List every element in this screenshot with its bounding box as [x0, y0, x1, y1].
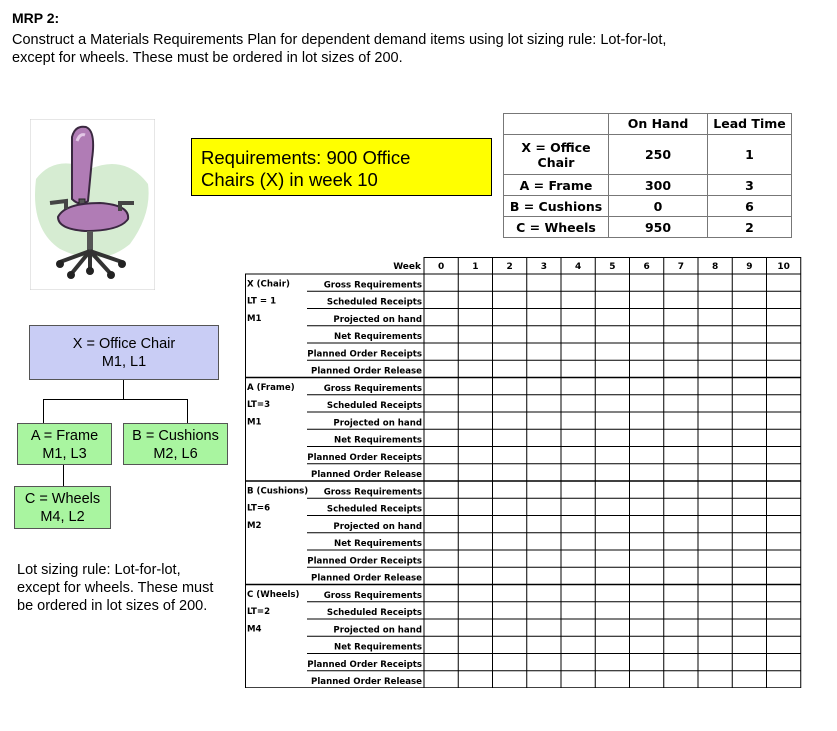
lot-rule-line-1: Lot sizing rule: Lot-for-lot,: [17, 562, 181, 578]
inventory-header-row: [504, 114, 792, 135]
tree-connector: [187, 399, 188, 423]
row-label: Scheduled Receipts: [326, 608, 422, 618]
tree-connector: [43, 399, 44, 423]
week-number: 9: [746, 262, 753, 272]
item-multiplier: M1: [247, 313, 262, 324]
row-label: Scheduled Receipts: [326, 297, 422, 308]
node-wheels-params: M4, L2: [40, 509, 85, 525]
row-label: Planned Order Release: [311, 366, 422, 377]
node-frame-params: M1, L3: [42, 446, 87, 462]
node-cushions-label: B = Cushions: [132, 428, 219, 444]
inventory-header-lead-time: Lead Time: [708, 114, 792, 135]
row-label: Net Requirements: [334, 435, 422, 446]
row-label: Scheduled Receipts: [326, 504, 422, 515]
instructions: [12, 31, 812, 67]
requirements-box: [191, 138, 492, 196]
row-label: Planned Order Release: [311, 677, 422, 687]
row-label: Projected on hand: [333, 625, 422, 636]
inventory-lead-time: 3: [708, 175, 792, 196]
inventory-item: B = Cushions: [504, 196, 609, 217]
inventory-header-blank: [504, 114, 609, 135]
inventory-row: [504, 217, 792, 238]
week-number: 3: [540, 262, 548, 272]
tree-connector: [123, 380, 124, 399]
item-multiplier: M1: [247, 417, 262, 428]
inventory-item: X = Office Chair: [504, 134, 609, 174]
inventory-row: [504, 175, 792, 196]
node-office-chair-label: X = Office Chair: [72, 336, 176, 352]
lot-rule-line-2: except for wheels. These must: [17, 580, 214, 596]
requirements-line-1: Requirements: 900 Office: [201, 147, 411, 168]
item-name: A (Frame): [247, 382, 295, 393]
node-office-chair-params: M1, L1: [101, 354, 147, 370]
inventory-on-hand: 0: [609, 196, 708, 217]
row-label: Gross Requirements: [323, 487, 422, 498]
requirements-line-2: Chairs (X) in week 10: [201, 169, 378, 190]
tree-connector: [63, 465, 64, 486]
inventory-table: [503, 113, 792, 238]
node-cushions: [123, 423, 228, 465]
row-label: Planned Order Receipts: [307, 556, 422, 567]
week-number: 1: [472, 262, 479, 272]
row-label: Planned Order Receipts: [307, 452, 422, 463]
row-label: Net Requirements: [334, 642, 422, 653]
week-number: 0: [437, 262, 445, 272]
node-frame-label: A = Frame: [30, 428, 99, 444]
week-number: 2: [506, 262, 513, 272]
row-label: Planned Order Receipts: [307, 349, 422, 360]
inventory-on-hand: 950: [609, 217, 708, 238]
week-number: 7: [677, 262, 685, 272]
week-number: 10: [777, 262, 790, 272]
mrp-grid: [245, 257, 808, 688]
row-label: Projected on hand: [333, 418, 422, 429]
row-label: Planned Order Release: [311, 470, 422, 480]
inventory-row: [504, 196, 792, 217]
instruction-line-1: Construct a Materials Requirements Plan for dependent demand items using lot sizing rule: Lot-for-lot,: [12, 32, 667, 48]
row-label: Net Requirements: [334, 539, 422, 549]
row-label: Planned Order Release: [311, 573, 422, 584]
node-cushions-params: M2, L6: [153, 446, 198, 462]
week-number: 8: [711, 262, 719, 272]
tree-connector: [43, 399, 188, 400]
row-label: Planned Order Receipts: [307, 659, 422, 670]
lot-rule-line-3: be ordered in lot sizes of 200.: [17, 598, 208, 614]
item-name: X (Chair): [247, 279, 290, 290]
inventory-header-on-hand: On Hand: [609, 114, 708, 135]
lot-sizing-note: [17, 561, 247, 615]
inventory-row: [504, 134, 792, 174]
instruction-line-2: except for wheels. These must be ordered in lot sizes of 200.: [12, 50, 403, 66]
item-name: C (Wheels): [247, 589, 300, 600]
item-name: B (Cushions): [247, 486, 309, 497]
week-header-label: Week: [393, 262, 421, 272]
page-title: MRP 2:: [12, 10, 60, 26]
week-number: 6: [643, 262, 650, 272]
item-lead-time: LT=2: [247, 607, 271, 617]
row-label: Gross Requirements: [323, 280, 422, 291]
inventory-item: C = Wheels: [504, 217, 609, 238]
inventory-lead-time: 2: [708, 217, 792, 238]
office-chair-image: [30, 119, 155, 290]
row-label: Projected on hand: [333, 521, 422, 532]
row-label: Gross Requirements: [323, 383, 422, 394]
inventory-on-hand: 300: [609, 175, 708, 196]
inventory-item: A = Frame: [504, 175, 609, 196]
item-lead-time: LT = 1: [247, 296, 277, 307]
item-lead-time: LT=3: [247, 400, 271, 410]
node-office-chair: [29, 325, 219, 380]
week-number: 4: [574, 262, 582, 272]
inventory-lead-time: 6: [708, 196, 792, 217]
node-wheels-label: C = Wheels: [24, 491, 101, 507]
row-label: Net Requirements: [334, 332, 422, 342]
row-label: Gross Requirements: [323, 590, 422, 601]
item-multiplier: M2: [247, 520, 262, 531]
row-label: Scheduled Receipts: [326, 401, 422, 411]
inventory-on-hand: 250: [609, 134, 708, 174]
item-lead-time: LT=6: [247, 503, 271, 514]
week-number: 5: [609, 262, 616, 272]
node-wheels: [14, 486, 111, 529]
item-multiplier: M4: [247, 624, 262, 635]
row-label: Projected on hand: [333, 314, 422, 325]
node-frame: [17, 423, 112, 465]
inventory-lead-time: 1: [708, 134, 792, 174]
